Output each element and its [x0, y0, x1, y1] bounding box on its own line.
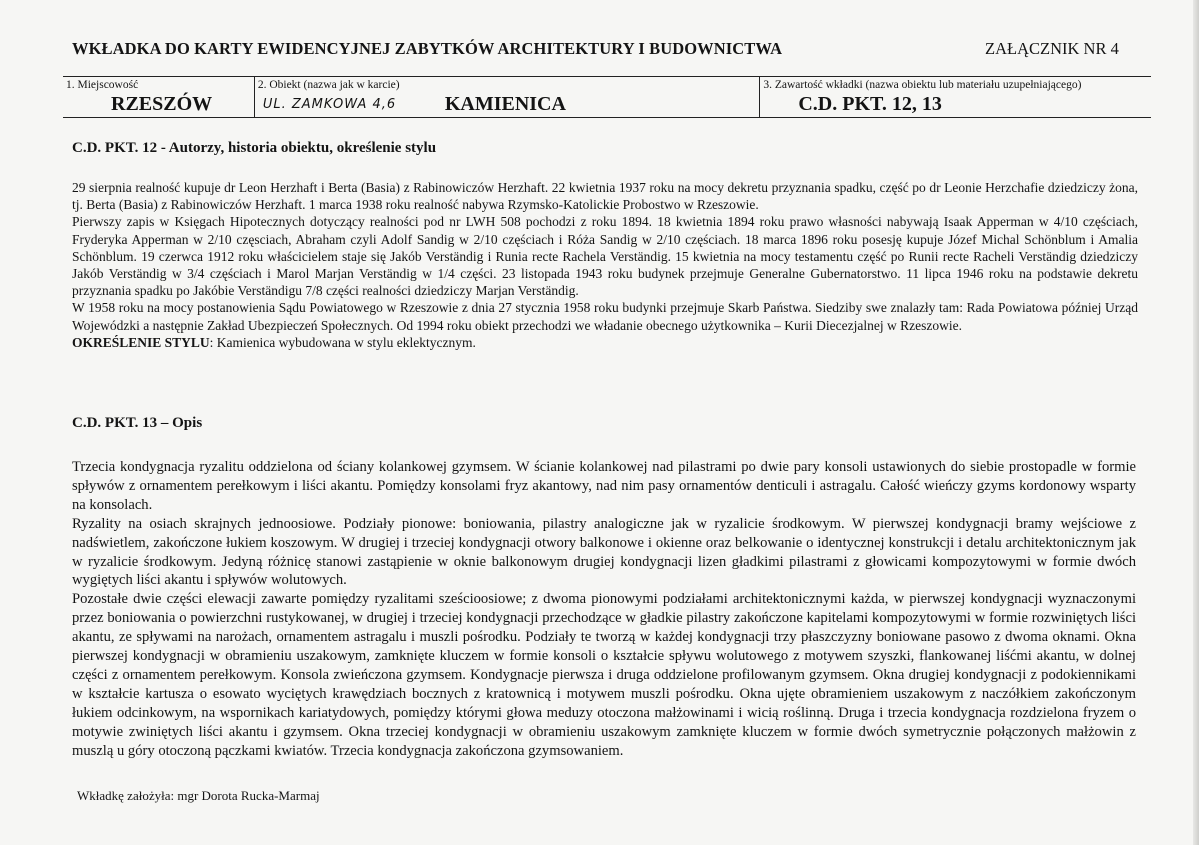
- document-title: WKŁADKA DO KARTY EWIDENCYJNEJ ZABYTKÓW ARCHITEKTURY I BUDOWNICTWA: [72, 39, 783, 58]
- style-text: : Kamienica wybudowana w stylu eklektycznym.: [209, 334, 476, 350]
- contents-label: 3. Zawartość wkładki (nazwa obiektu lub materiału uzupełniającego): [763, 79, 1082, 91]
- author-note: Wkładkę założyła: mgr Dorota Rucka-Marmaj: [77, 788, 320, 803]
- object-value: KAMIENICA: [444, 93, 566, 115]
- form-fields-row: [63, 76, 1151, 118]
- place-field: [63, 77, 254, 117]
- section-13-body: [72, 458, 1136, 761]
- place-value: RZESZÓW: [111, 93, 213, 115]
- place-label: 1. Miejscowość: [66, 79, 139, 91]
- section-12-paragraph: 29 sierpnia realność kupuje dr Leon Herzhaft i Berta (Basia) z Rabinowiczów Herzhaft. 22 kwietnia 1937 roku na mocy dekretu przyznania spadku, część po dr Leonie Herzchafie dziedziczy żona, tj. Berta (Basia) z Rabinowiczów Herzhaft. 1 marca 1938 roku realność nabywa Rzymsko-Katolickie Probostwo w Rzeszowie.: [72, 180, 1138, 213]
- scan-edge: [1193, 0, 1199, 845]
- section-12-heading: C.D. PKT. 12 - Autorzy, historia obiektu, określenie stylu: [72, 140, 437, 156]
- section-12-paragraph: W 1958 roku na mocy postanowienia Sądu Powiatowego w Rzeszowie z dnia 27 stycznia 1958 roku budynki przejmuje Skarb Państwa. Siedziby swe znalazły tam: Rada Powiatowa później Urząd Wojewódzki a następnie Zakład Ubezpieczeń Społecznych. Od 1994 roku obiekt przechodzi we władanie obecnego użytkownika – Kurii Diecezjalnej w Rzeszowie.: [72, 300, 1138, 333]
- section-13-paragraph: Ryzality na osiach skrajnych jednoosiowe. Podziały pionowe: boniowania, pilastry analogiczne jak w ryzalicie środkowym. W pierwszej kondygnacji bramy wejściowe z nadświetlem, zakończone łukiem koszowym. W drugiej i trzeciej kondygnacji otwory balkonowe i okienne oraz belkowanie o identycznej konstrukcji i detalu architektonicznym jak w ryzalicie środkowym. Jedyną różnicę stanowi zastąpienie w oknie balkonowym drugiej kondygnacji lizen gładkimi pilastrami z głowicami kompozytowymi w formie dwóch wygiętych liści akantu i spływów wolutowych.: [72, 515, 1136, 589]
- contents-value: C.D. PKT. 12, 13: [798, 93, 942, 115]
- section-12-body: [72, 179, 1138, 351]
- annex-label: ZAŁĄCZNIK NR 4: [985, 39, 1119, 58]
- section-13-paragraph: Pozostałe dwie części elewacji zawarte pomiędzy ryzalitami sześcioosiowe; z dwoma pionowymi podziałami architektonicznymi każda, w pierwszej kondygnacji wyznaczonymi przez boniowania o powierzchni rustykowanej, w drugiej i trzeciej kondygnacji przechodzące w gładkie pilastry zakończone kapitelami kompozytowymi w formie rozwiniętych liści akantu, ze spływami na narożach, ornamentem astragalu i muszli pośrodku. Podziały te tworzą w każdej kondygnacji trzy płaszczyzny boniowane pasowo z dwoma oknami. Okna pierwszej kondygnacji w obramieniu uszakowym, zamknięte kluczem w formie konsoli o kształcie spływu wolutowego z motywem szyszki, flankowanej liśćmi akantu, w dolnej części z ornamentem perełkowym. Konsola zwieńczona gzymsem. Kondygnacje pierwsza i druga oddzielone profilowanym gzymsem. Okna drugiej kondygnacji z podokiennikami w kształcie kartusza o esowato wyciętych krawędziach bocznych z kratownicą i motywem muszli pośrodku. Okna ujęte obramieniem uszakowym z naczółkiem zakończonym łukiem odcinkowym, na wspornikach kariatydowych, pomiędzy którymi głowa meduzy otoczona małżowinami i wicią roślinną. Druga i trzecia kondygnacja rozdzielona fryzem o motywie zwiniętych liści akantu i gzymsem. Okna trzeciej kondygnacji w obramieniu uszakowym zamknięte kluczem w formie dwóch symetrycznie połączonych małżowin z muszlą u góry otoczoną pączkami kwiatów. Trzecia kondygnacja zakończona gzymsowaniem.: [72, 591, 1136, 759]
- section-13-paragraph: Trzecia kondygnacja ryzalitu oddzielona od ściany kolankowej gzymsem. W ścianie kolankowej nad pilastrami po dwie pary konsoli ustawionych do siebie prostopadle w formie spływów z ornamentem perełkowym i liści akantu. Pomiędzy konsolami fryz akantowy, nad nim pasy ornamentów denticuli i astragalu. Całość wieńczy gzyms kordonowy wsparty na konsolach.: [72, 459, 1136, 513]
- object-label: 2. Obiekt (nazwa jak w karcie): [257, 79, 400, 91]
- style-label: OKREŚLENIE STYLU: [72, 334, 210, 350]
- style-definition: [72, 334, 1138, 351]
- section-12-paragraph: Pierwszy zapis w Księgach Hipotecznych dotyczący realności pod nr LWH 508 pochodzi z roku 1894. 18 kwietnia 1894 roku prawo własności nabywają Isaak Apperman w 4/10 częściach, Fryderyka Apperman w 2/10 częsciach, Abraham czyli Adolf Sandig w 2/10 częściach i Róża Sandig w 2/10 częściach. 18 marca 1896 roku posesję kupuje Józef Michal Schönblum i Amalia Schönblum. 19 czerwca 1912 roku właścicielem staje się Jakób Verständig i Runia recte Rachela Verständig. 15 kwietnia na mocy testamentu część po Runii recte Racheli Verständig dziedziczy Jakób Verständig w 3/4 częściach i Marol Marjan Verständig w 1/4 części. 23 listopada 1943 roku budynek przejmuje Generalne Gubernatorstwo. 11 lipca 1946 roku na podstawie dekretu przyznania spadku po Jakóbie Verständigu 7/8 części realności dziedziczy Marjan Verständig.: [72, 214, 1138, 299]
- object-handwritten-address: UL. ZAMKOWA 4,6: [262, 97, 397, 112]
- section-13-heading: C.D. PKT. 13 – Opis: [72, 415, 203, 431]
- contents-field: [759, 77, 1151, 117]
- object-field: [254, 77, 760, 117]
